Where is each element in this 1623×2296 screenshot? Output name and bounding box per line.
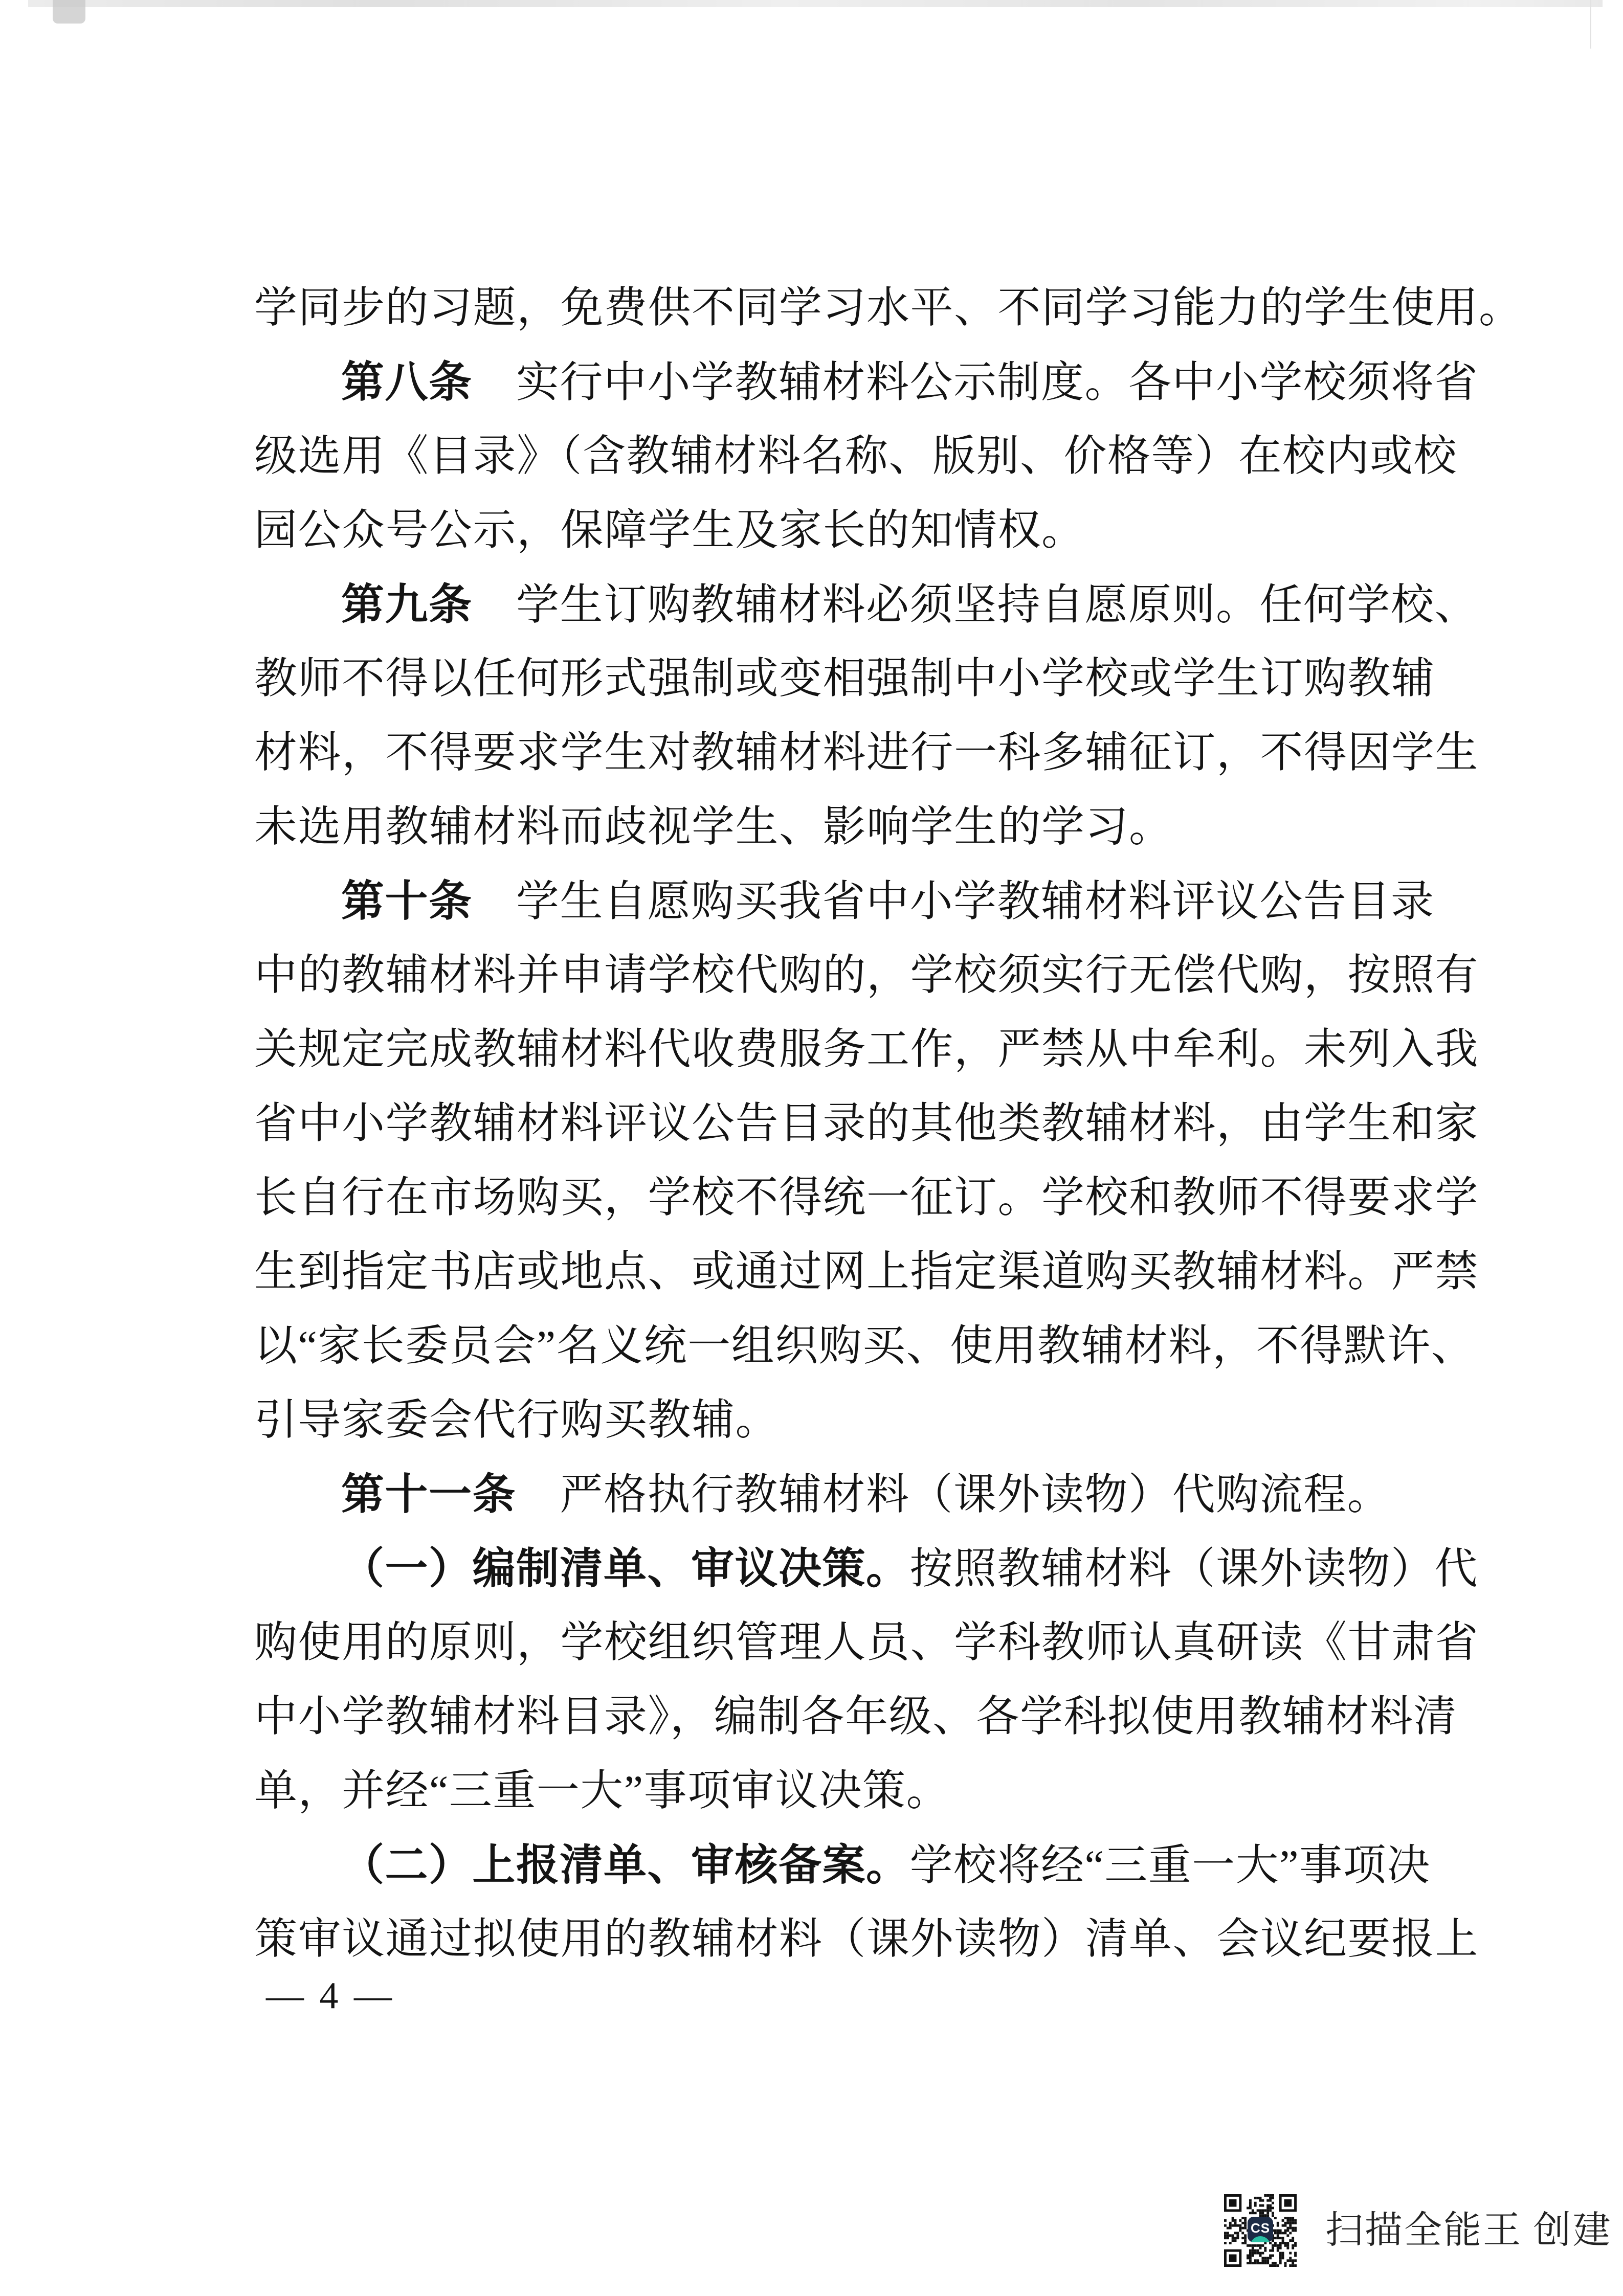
text-line: 第十一条 严格执行教辅材料（课外读物）代购流程。 xyxy=(341,1470,1391,1519)
text-line: 第八条 实行中小学教辅材料公示制度。各中小学校须将省 xyxy=(341,358,1479,407)
scan-artifact-strip xyxy=(28,0,1603,7)
text-line: 材料，不得要求学生对教辅材料进行一科多辅征订，不得因学生 xyxy=(254,729,1479,777)
text-line: 未选用教辅材料而歧视学生、影响学生的学习。 xyxy=(254,803,1173,851)
scan-artifact-mark xyxy=(53,0,85,24)
camscanner-logo-text: CS xyxy=(1250,2220,1271,2236)
camscanner-logo-smile xyxy=(1250,2236,1271,2242)
text-line: 中小学教辅材料目录》，编制各年级、各学科拟使用教辅材料清 xyxy=(254,1693,1458,1741)
text-line: 教师不得以任何形式强制或变相强制中小学校或学生订购教辅 xyxy=(254,655,1435,703)
camscanner-watermark xyxy=(1224,2194,1612,2267)
text-line: 级选用《目录》（含教辅材料名称、版别、价格等）在校内或校 xyxy=(254,433,1458,480)
text-line: 以“家长委员会”名义统一组织购买、使用教辅材料，不得默许、 xyxy=(254,1322,1475,1370)
text-line: （二）上报清单、审核备案。学校将经“三重一大”事项决 xyxy=(341,1841,1431,1889)
text-line: 第十条 学生自愿购买我省中小学教辅材料评议公告目录 xyxy=(341,877,1435,926)
text-line: 生到指定书店或地点、或通过网上指定渠道购买教辅材料。严禁 xyxy=(254,1248,1479,1296)
text-line: 购使用的原则，学校组织管理人员、学科教师认真研读《甘肃省 xyxy=(254,1619,1479,1667)
scan-artifact-edge xyxy=(1590,0,1591,49)
text-line: 第九条 学生订购教辅材料必须坚持自愿原则。任何学校、 xyxy=(341,580,1479,629)
text-line: 中的教辅材料并申请学校代购的，学校须实行无偿代购，按照有 xyxy=(254,952,1479,999)
qr-code-icon xyxy=(1224,2194,1297,2267)
text-line: （一）编制清单、审议决策。按照教辅材料（课外读物）代 xyxy=(341,1544,1479,1593)
camscanner-logo-icon xyxy=(1248,2217,1273,2242)
text-line: 引导家委会代行购买教辅。 xyxy=(254,1397,780,1444)
text-line: 策审议通过拟使用的教辅材料（课外读物）清单、会议纪要报上 xyxy=(254,1916,1479,1963)
text-line: 省中小学教辅材料评议公告目录的其他类教辅材料，由学生和家 xyxy=(254,1100,1479,1147)
text-line: 长自行在市场购买，学校不得统一征订。学校和教师不得要求学 xyxy=(254,1174,1479,1222)
document-body xyxy=(254,271,1523,1976)
text-line: 学同步的习题，免费供不同学习水平、不同学习能力的学生使用。 xyxy=(254,284,1523,332)
text-line: 单，并经“三重一大”事项审议决策。 xyxy=(254,1767,950,1815)
text-line: 园公众号公示，保障学生及家长的知情权。 xyxy=(254,507,1085,554)
footer-page-number: — 4 — xyxy=(266,1975,395,2017)
watermark-label: 扫描全能王 创建 xyxy=(1325,2210,1612,2252)
text-line: 关规定完成教辅材料代收费服务工作，严禁从中牟利。未列入我 xyxy=(254,1026,1479,1073)
